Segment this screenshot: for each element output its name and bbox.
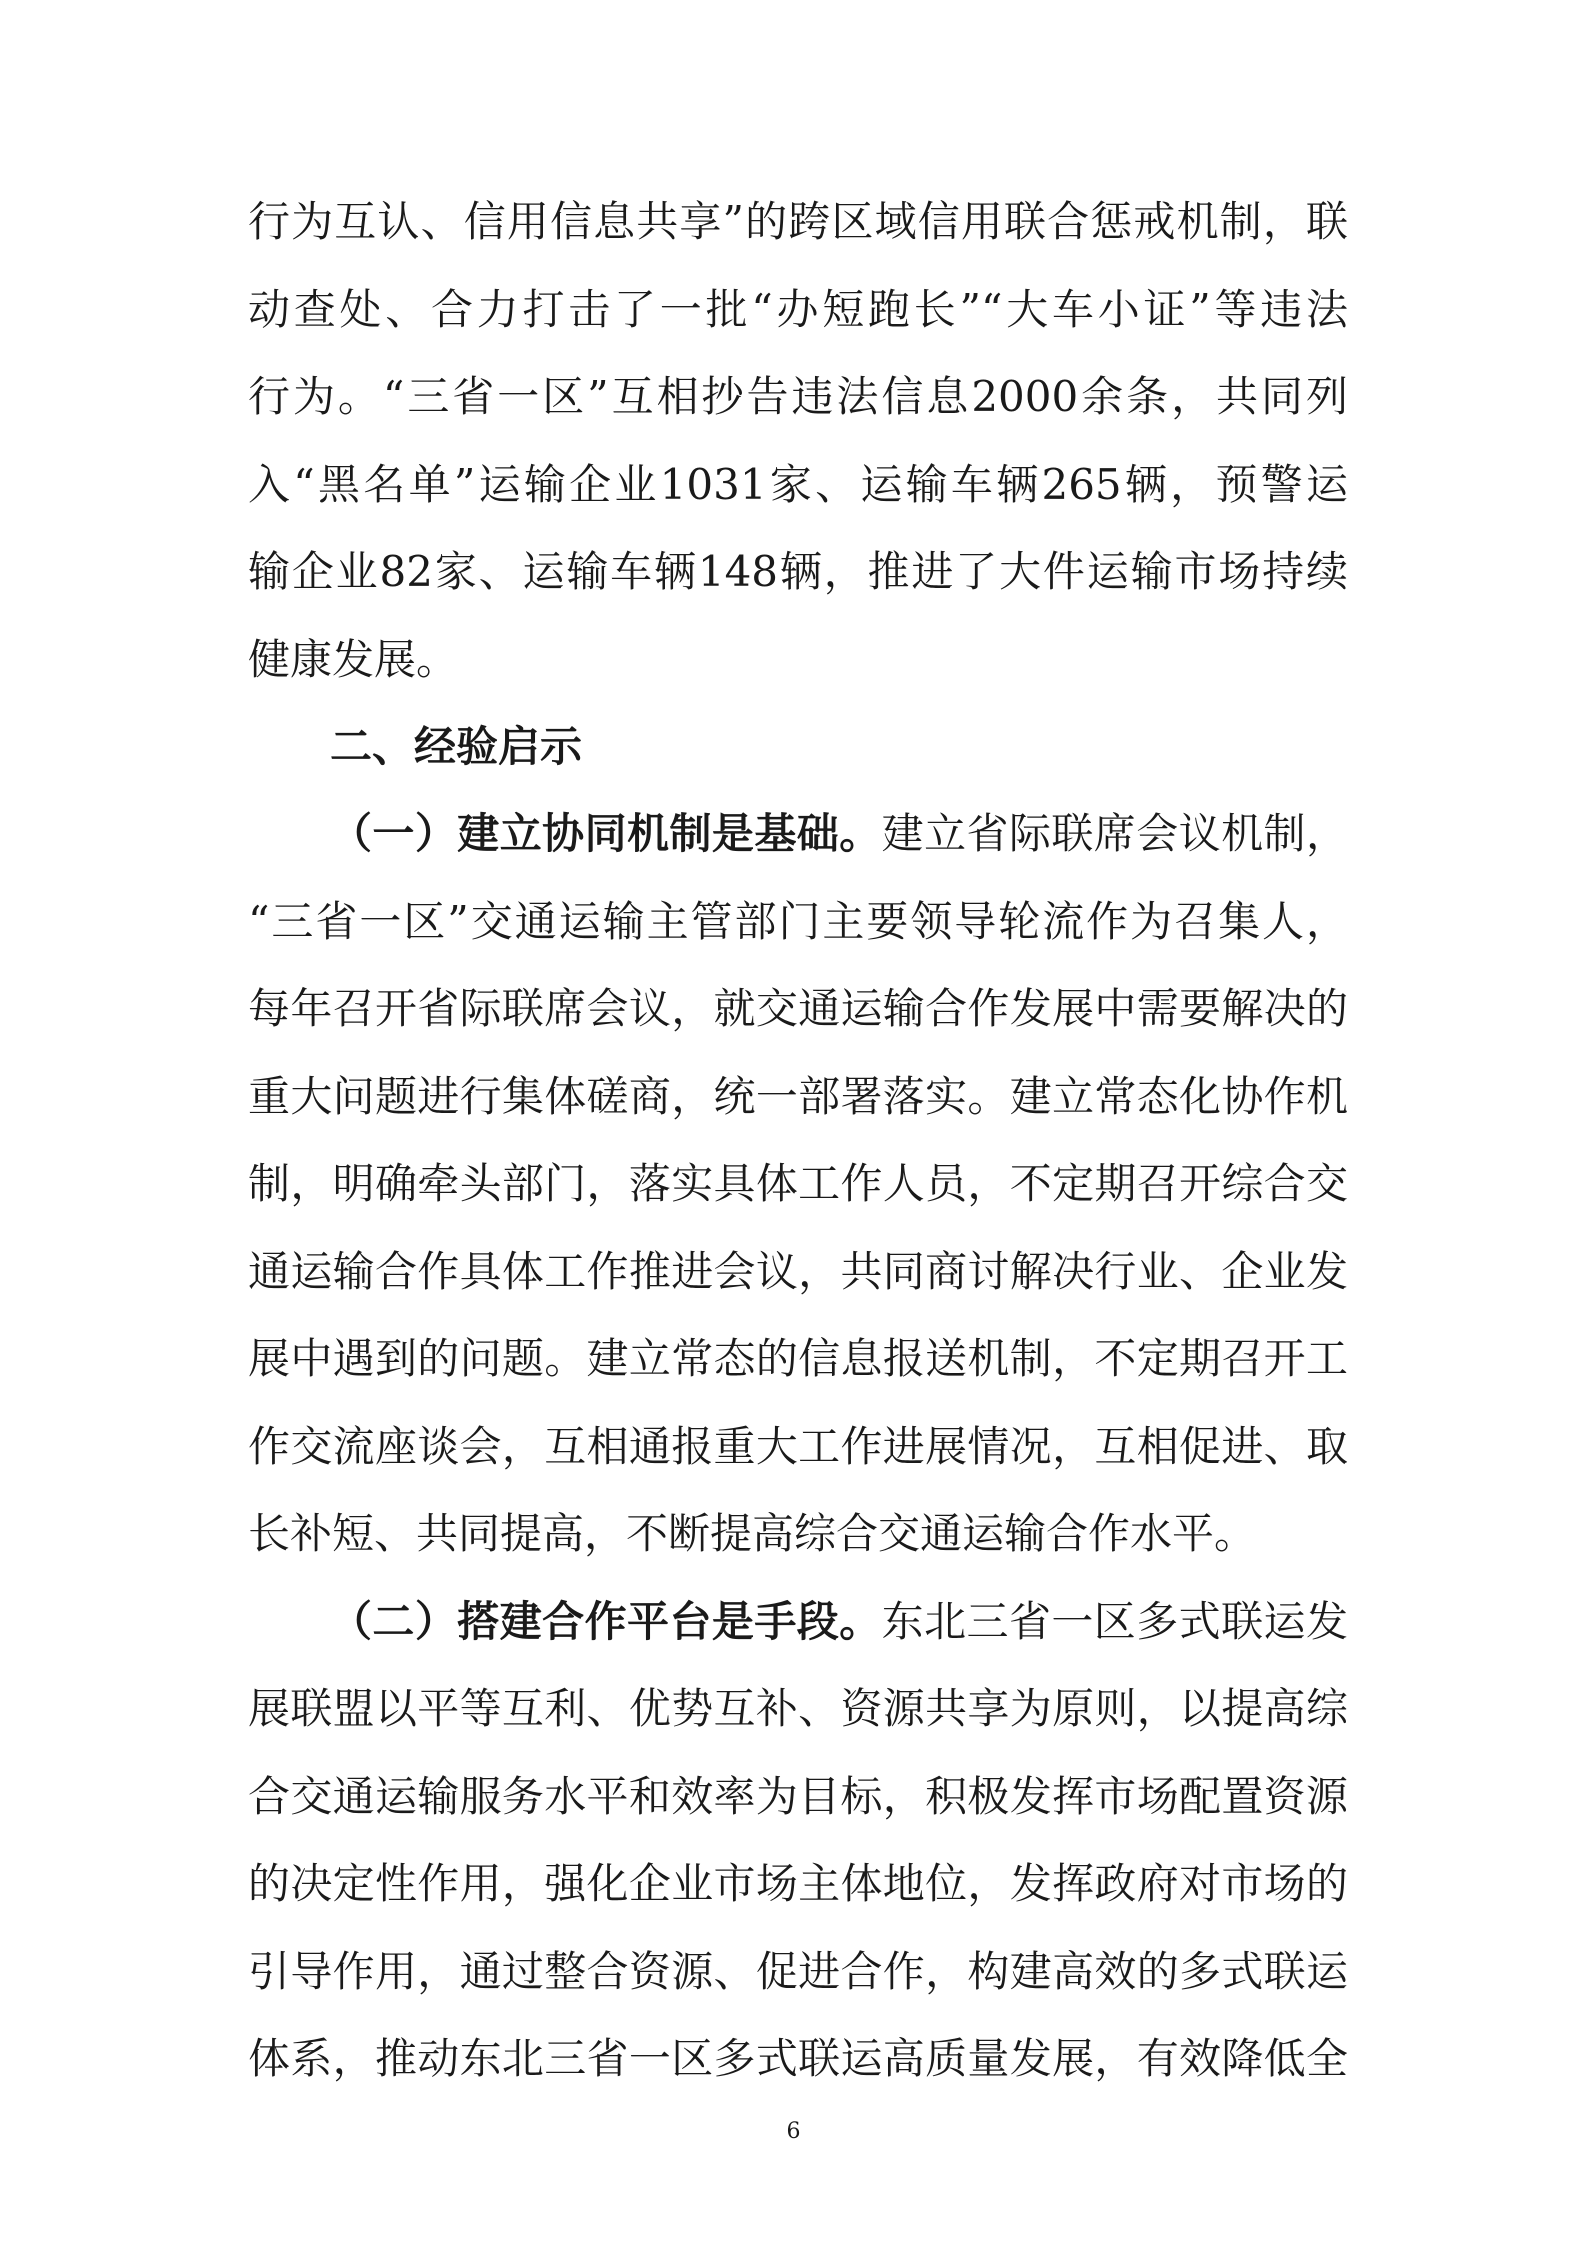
body-text-line: 引导作用，通过整合资源、促进合作，构建高效的多式联运 [248, 1947, 1348, 1996]
body-text-line: 作交流座谈会，互相通报重大工作进展情况，互相促进、取 [248, 1422, 1348, 1471]
body-text-line: 展中遇到的问题。建立常态的信息报送机制，不定期召开工 [248, 1334, 1348, 1383]
body-text-line: 通运输合作具体工作推进会议，共同商讨解决行业、企业发 [248, 1247, 1348, 1296]
body-text-line: 体系，推动东北三省一区多式联运高质量发展，有效降低全 [248, 2034, 1348, 2083]
paragraph-first-line [330, 806, 1348, 862]
body-text-line: 动查处、合力打击了一批“办短跑长”“大车小证”等违法 [248, 285, 1348, 334]
paragraph-first-text: 建立省际联席会议机制， [881, 809, 1348, 858]
body-text-line: 长补短、共同提高，不断提高综合交通运输合作水平。 [248, 1509, 1257, 1558]
body-text-line: “三省一区”交通运输主管部门主要领导轮流作为召集人， [248, 897, 1348, 946]
paragraph-lead-heading: （二）搭建合作平台是手段。 [330, 1597, 882, 1646]
body-text-line: 的决定性作用，强化企业市场主体地位，发挥政府对市场的 [248, 1859, 1348, 1908]
body-text-line: 重大问题进行集体磋商，统一部署落实。建立常态化协作机 [248, 1072, 1348, 1121]
body-text-line: 健康发展。 [248, 635, 459, 684]
body-text-line: 行为互认、信用信息共享”的跨区域信用联合惩戒机制，联 [248, 197, 1348, 246]
body-text-line: 输企业82家、运输车辆148辆，推进了大件运输市场持续 [248, 547, 1348, 596]
section-heading: 二、经验启示 [330, 722, 583, 771]
paragraph-first-text: 东北三省一区多式联运发 [881, 1597, 1348, 1646]
body-text-line: 入“黑名单”运输企业1031家、运输车辆265辆，预警运 [248, 460, 1348, 509]
paragraph-lead-heading: （一）建立协同机制是基础。 [330, 809, 882, 858]
body-text-line: 展联盟以平等互利、优势互补、资源共享为原则，以提高综 [248, 1684, 1348, 1733]
page-number: 6 [786, 2119, 801, 2144]
body-text-line: 合交通运输服务水平和效率为目标，积极发挥市场配置资源 [248, 1772, 1348, 1821]
paragraph-first-line [330, 1594, 1348, 1650]
body-text-line: 制，明确牵头部门，落实具体工作人员，不定期召开综合交 [248, 1159, 1348, 1208]
body-text-line: 每年召开省际联席会议，就交通运输合作发展中需要解决的 [248, 984, 1348, 1033]
body-text-line: 行为。“三省一区”互相抄告违法信息2000余条，共同列 [248, 372, 1348, 421]
